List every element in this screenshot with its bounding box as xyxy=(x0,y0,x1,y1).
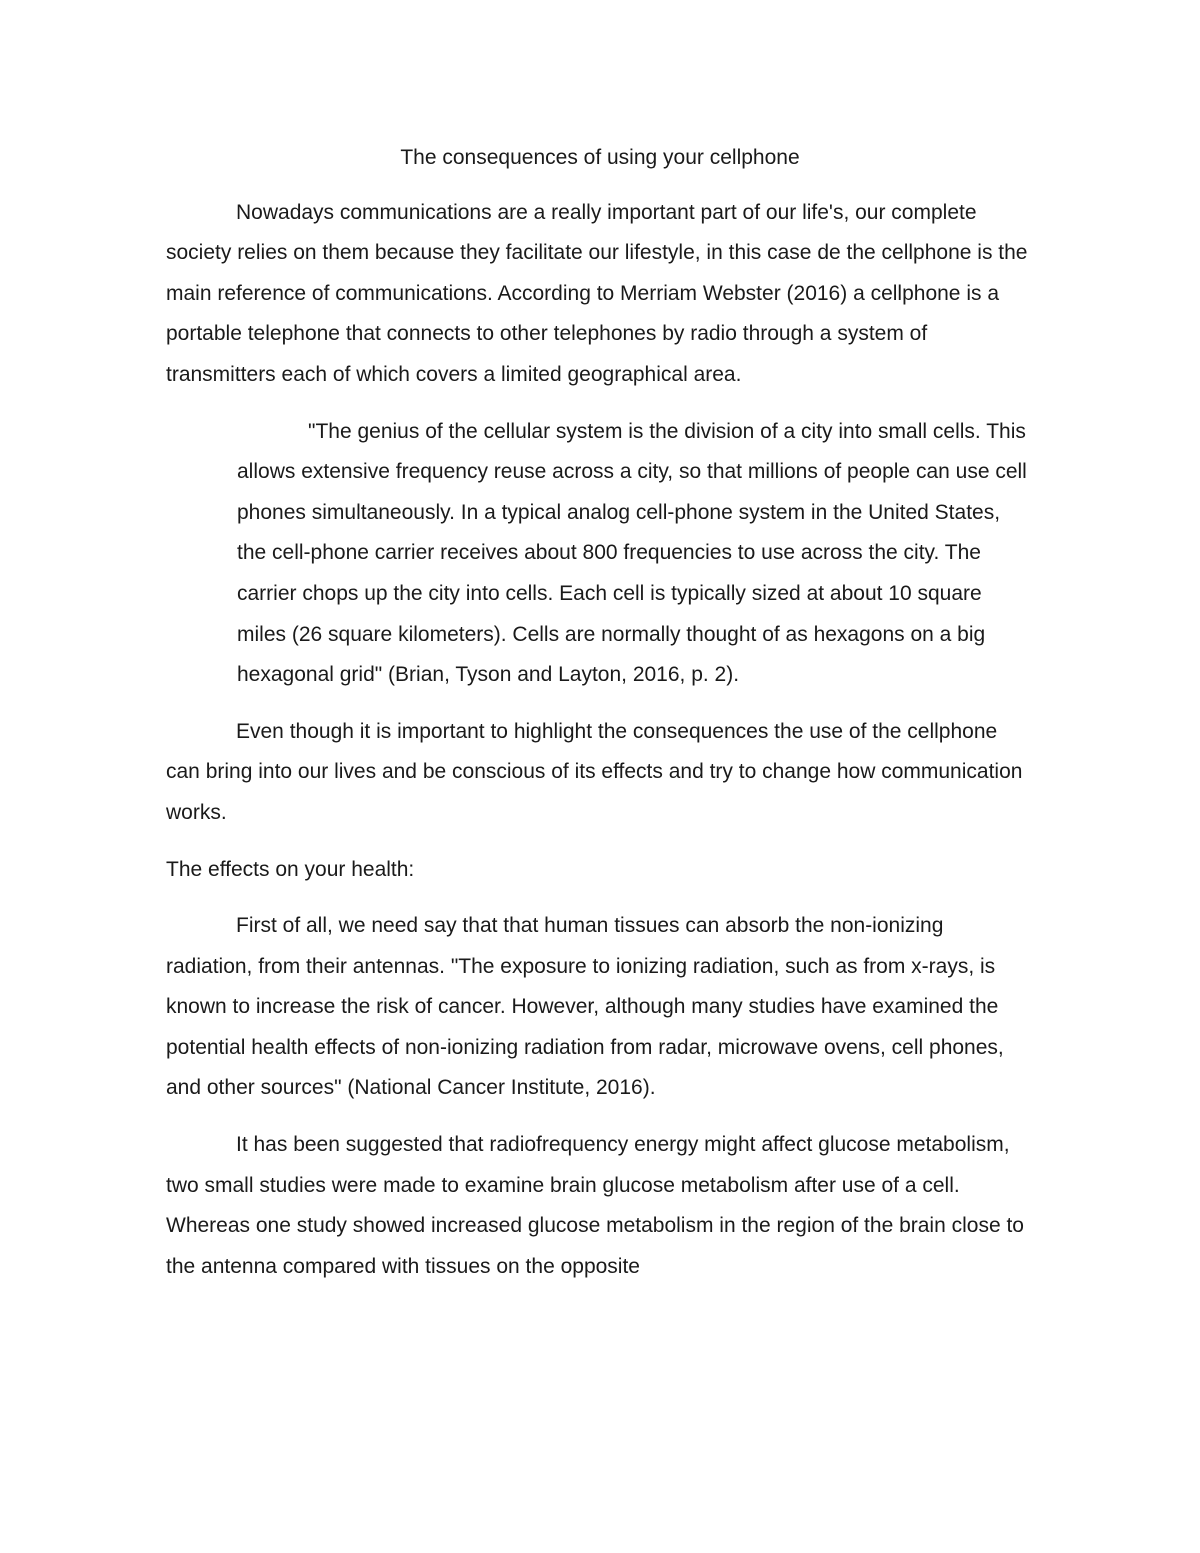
paragraph-glucose: It has been suggested that radiofrequency energy might affect glucose metabolism, two small studies were made to examine brain glucose metabolism after use of a cell. Whereas one study showed increased glucose metabolism in the region of the brain close to the antenna compared with tissues on the opposite xyxy=(166,1133,1024,1278)
paragraph-intro: Nowadays communications are a really important part of our life's, our complete society relies on them because they facilitate our lifestyle, in this case de the cellphone is the main reference of communications. According to Merriam Webster (2016) a cellphone is a portable telephone that connects to other telephones by radio through a system of transmitters each of which covers a limited geographical area. xyxy=(166,200,1028,386)
section-heading-health: The effects on your health: xyxy=(166,857,415,881)
paragraph-radiation: First of all, we need say that that human tissues can absorb the non-ionizing radiation, from their antennas. "The exposure to ionizing radiation, such as from x-rays, is known to increase the risk of cancer. However, although many studies have examined the potential health effects of non-ionizing radiation from radar, microwave ovens, cell phones, and other sources" (National Cancer Institute, 2016). xyxy=(166,914,1004,1100)
block-quote: "The genius of the cellular system is the division of a city into small cells. This allows extensive frequency reuse across a city, so that millions of people can use cell phones simultaneously. In a typical analog cell-phone system in the United States, the cell-phone carrier receives about 800 frequencies to use across the city. The carrier chops up the city into cells. Each cell is typically sized at about 10 square miles (26 square kilometers). Cells are normally thought of as hexagons on a big hexagonal grid" (Brian, Tyson and Layton, 2016, p. 2). xyxy=(237,419,1027,687)
paragraph-consequences: Even though it is important to highlight the consequences the use of the cellphone can bring into our lives and be conscious of its effects and try to change how communication works. xyxy=(166,719,1023,824)
document-title: The consequences of using your cellphone xyxy=(400,146,800,169)
document-body xyxy=(166,138,1034,1287)
